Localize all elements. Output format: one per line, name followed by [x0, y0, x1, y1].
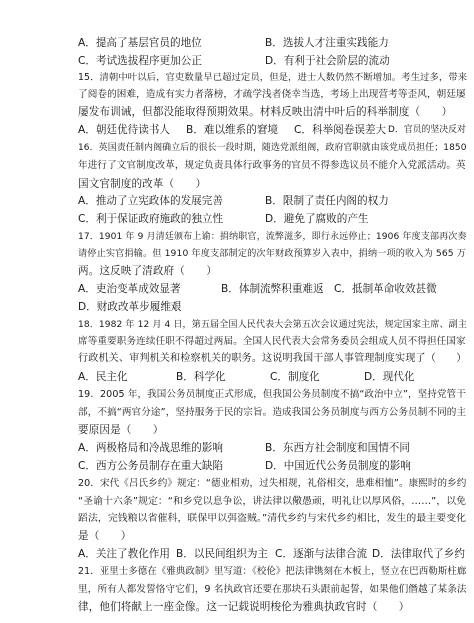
q18-option-d: D．现代化 — [364, 371, 415, 383]
q16-stem-line-3: 国文官制度的改革（ ） — [78, 178, 207, 190]
q15-option-b: B．难以维系的窘境 — [186, 124, 279, 136]
q15-stem-line-2: 了阅卷的困难，造成有实力者落榜，才疏学浅者侥幸当选，考场上出现营考等歪风，朝廷屡 — [78, 89, 466, 100]
q18-stem-line-3: 行政机关、审判机关和检察机关的职务。这说明我国干部人事管理制度实现了（ ） — [78, 353, 467, 364]
q17-option-a: A．吏治变革成效显著 — [78, 283, 181, 295]
q20-stem-line-2: “圣谕十六条”规定：“和乡党以息争讼，讲法律以儆愚顽，明礼让以厚风俗，……”，以免 — [78, 496, 467, 507]
q20-option-c: C．逐渐与法律合流 — [275, 548, 368, 560]
q19-option-c: C．西方公务员制存在重大缺陷 — [78, 460, 224, 472]
q16-stem-line-2: 年进行了文官制度改革，规定负责具体行政事务的官员不得参选议员不能介入党派活动。英 — [78, 160, 466, 171]
q19-stem-line-1: 19．2005 年，我国公务员制度正式形成，但我国公务员制度不搞“政治中立”，坚持党管干 — [78, 389, 466, 400]
q21-stem-line-1: 21．亚里士多德在《雅典政制》里写道：《校伦》把法律镌刻在木板上，竖立在巴西勒斯柱廊 — [78, 566, 467, 577]
q18-stem-line-1: 18．1982 年 12 月 4 日，第五届全国人民代表大会第五次会议通过宪法，规定国家主席、副主 — [78, 320, 468, 330]
q18-option-a: A．民主化 — [78, 371, 128, 383]
q17-stem-line-2: 请停止实官捐输。但 1910 年度支部制定的次年财政预算岁入表中，捐纳一项的收入为 565 万 — [78, 248, 467, 259]
q14-option-c: C．考试选拔程序更加公正 — [78, 55, 202, 67]
q15-option-a: A．朝廷优待读书人 — [78, 124, 170, 136]
q20-option-d: D．法律取代了乡约 — [372, 548, 465, 560]
q16-stem-line-1: 16．英国责任制内阁确立后的很长一段时期，随选党派组阁，政府官职就由该党成员担任；1850 — [78, 143, 467, 153]
q20-stem-line-4: 是（ ） — [78, 530, 132, 542]
q16-option-c: C．利于保证政府施政的独立性 — [78, 213, 224, 225]
q20-stem-line-3: 蹈法，完钱粮以省催科，联保甲以弭盗贼。”清代乡约与宋代乡约相比，发生的最主要变化 — [78, 513, 467, 524]
q19-stem-line-3: 要原因是（ ） — [78, 424, 164, 436]
q16-option-b: B．限制了责任内阁的权力 — [265, 195, 389, 207]
q17-stem-line-3: 两。这反映了清政府（ ） — [78, 265, 218, 277]
q21-stem-line-3: 律，他们将献上一座金像。这一记载说明梭伦为雅典执政官时（ ） — [78, 601, 410, 613]
q17-option-c: C．抵制革命收效甚微 — [334, 283, 437, 295]
q14-option-b: B．选拔人才注重实践能力 — [265, 37, 389, 49]
q14-option-d: D．有利于社会阶层的流动 — [265, 55, 390, 67]
q16-option-a: A．推动了立宪政体的发展完善 — [78, 195, 223, 207]
q20-option-b: B．以民间组织为主 — [176, 548, 269, 560]
q19-stem-line-2: 部，不搞“两官分途”，坚持服务于民的宗旨。造成我国公务员制度与西方公务员制不同的主 — [78, 407, 467, 418]
q15-stem-line-3: 屡发布训诫，但都没能取得预期效果。材料反映出清中叶后的科举制度（ ） — [78, 106, 453, 118]
q19-option-d: D．中国近代公务员制度的影响 — [265, 460, 411, 472]
q18-stem-line-2: 席等重要职务连续任职不得超过两届。全国人民代表大会常务委员会组成人员不得担任国家 — [78, 336, 466, 347]
q17-option-d: D．财政改革步履维艰 — [78, 301, 182, 313]
q18-option-b: B．科学化 — [176, 371, 226, 383]
q15-option-d: D．官员的坚决反对 — [388, 125, 466, 135]
q14-option-a: A．提高了基层官员的地位 — [78, 37, 202, 49]
q19-option-b: B．东西方社会制度和国情不同 — [265, 442, 410, 454]
q17-stem-line-1: 17．1901 年 9 月清廷颁布上谕：捐纳职官，流弊滋多，即行永远停止；1906 年度支部再次奏 — [78, 232, 467, 242]
q15-option-c: C．科举阅卷误差大 — [294, 124, 387, 136]
q17-option-b: B．体制流弊积重难返 — [221, 283, 324, 295]
q15-stem-line-1: 15．清朝中叶以后，官吏数量早已超过定员，但是，进士人数仍然不断增加。考生过多，带来 — [78, 72, 468, 83]
q19-option-a: A．两极格局和冷战思维的影响 — [78, 442, 223, 454]
q18-option-c: C．制度化 — [270, 371, 320, 383]
q20-option-a: A．关注了教化作用 — [78, 548, 170, 560]
q21-stem-line-2: 里，所有人都发誓恪守它们，9 名执政官还要在那块石头跟前起誓，如果他们僭越了某条法 — [78, 584, 467, 595]
q16-option-d: D．避免了腐败的产生 — [265, 213, 369, 225]
q20-stem-line-1: 20．宋代《吕氏乡约》规定：“德业相劝，过失相规，礼俗相交，患难相恤”。康熙时的乡约 — [78, 478, 467, 489]
